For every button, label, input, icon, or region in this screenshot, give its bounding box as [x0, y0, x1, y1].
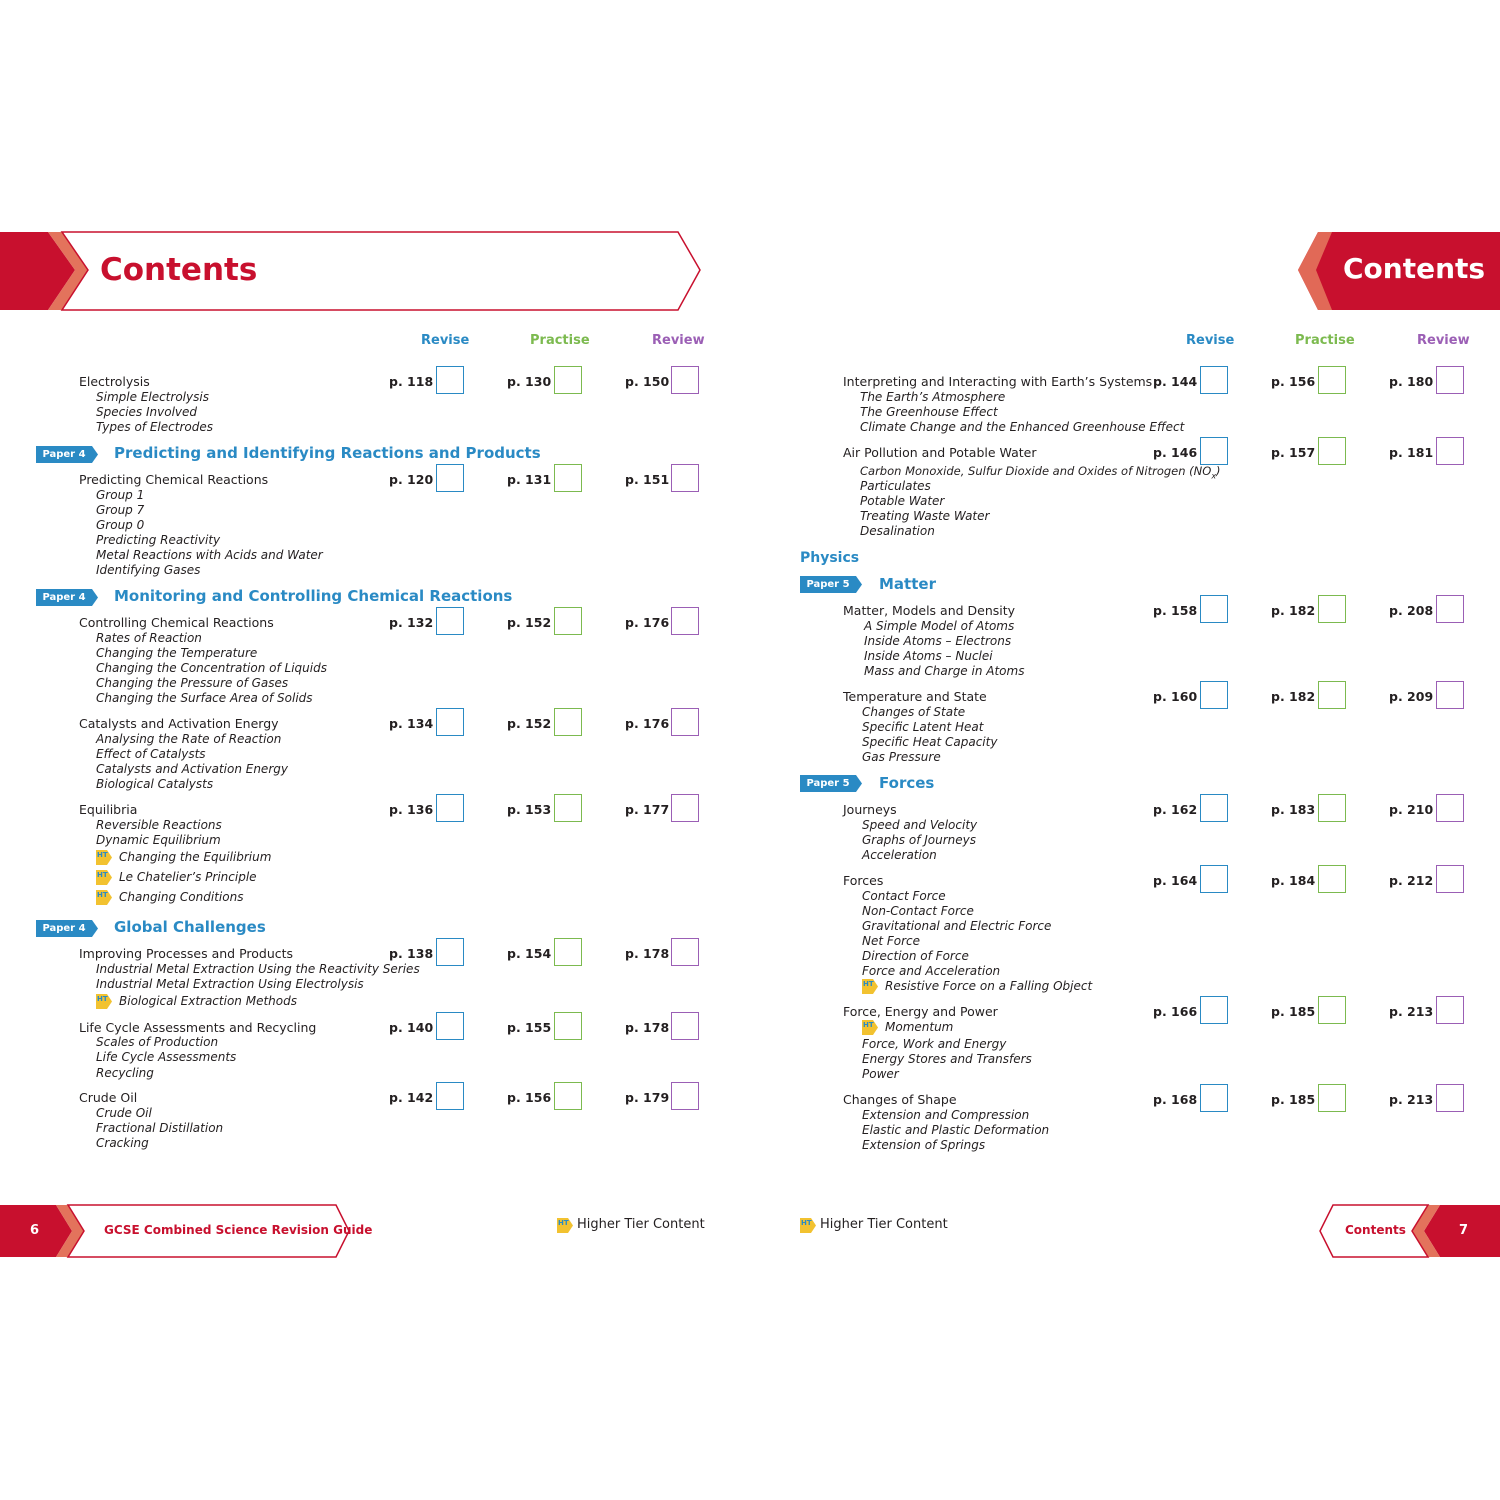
paper-tag-label: Paper 4	[42, 923, 86, 934]
higher-tier-icon: HT	[96, 890, 112, 905]
practise-page: p. 185	[1271, 1004, 1316, 1019]
subtopic: Effect of Catalysts	[96, 747, 206, 761]
paper-tag-label: Paper 5	[806, 778, 850, 789]
subtopic: Catalysts and Activation Energy	[96, 762, 288, 776]
paper-tag	[36, 446, 98, 463]
practise-page: p. 157	[1271, 445, 1316, 460]
subtopic: Changing the Temperature	[96, 646, 258, 660]
review-checkbox[interactable]	[1436, 681, 1464, 709]
practise-checkbox[interactable]	[1318, 595, 1346, 623]
topic-title: Temperature and State	[843, 689, 987, 704]
subtopic: Industrial Metal Extraction Using Electrolysis	[96, 977, 364, 991]
revise-checkbox[interactable]	[1200, 595, 1228, 623]
practise-checkbox[interactable]	[554, 708, 582, 736]
subtopic: Treating Waste Water	[860, 509, 990, 523]
practise-checkbox[interactable]	[1318, 437, 1346, 465]
subtopic: Group 1	[96, 488, 145, 502]
subtopic: Extension of Springs	[862, 1138, 986, 1152]
higher-tier-icon: HT	[96, 994, 112, 1009]
review-checkbox[interactable]	[671, 607, 699, 635]
practise-page: p. 184	[1271, 873, 1316, 888]
subtopic: Group 0	[96, 518, 145, 532]
page-title-right: Contents	[1343, 252, 1486, 285]
practise-checkbox[interactable]	[554, 1012, 582, 1040]
revise-checkbox[interactable]	[1200, 794, 1228, 822]
subtopic: Energy Stores and Transfers	[862, 1052, 1032, 1066]
subtopic: Contact Force	[862, 889, 946, 903]
review-page: p. 213	[1389, 1004, 1434, 1019]
revise-checkbox[interactable]	[1200, 865, 1228, 893]
subtopic: Inside Atoms – Nuclei	[864, 649, 993, 663]
subtopic: Industrial Metal Extraction Using the Reactivity Series	[96, 962, 420, 976]
practise-header-right: Practise	[1295, 333, 1355, 348]
subtopic: Crude Oil	[96, 1106, 152, 1120]
footer-section-label: Contents	[1345, 1223, 1406, 1237]
review-checkbox[interactable]	[1436, 437, 1464, 465]
subtopic: Carbon Monoxide, Sulfur Dioxide and Oxides of Nitrogen $(NO_x)$	[860, 464, 1221, 481]
subtopic: Extension and Compression	[862, 1108, 1030, 1122]
review-page: p. 177	[625, 802, 670, 817]
subtopic: Direction of Force	[862, 949, 969, 963]
revise-checkbox[interactable]	[1200, 996, 1228, 1024]
subtopic: Gas Pressure	[862, 750, 941, 764]
practise-page: p. 154	[507, 946, 552, 961]
subtopic: Force, Work and Energy	[862, 1037, 1007, 1051]
paper-tag-label: Paper 5	[806, 579, 850, 590]
review-checkbox[interactable]	[1436, 996, 1464, 1024]
practise-page: p. 185	[1271, 1092, 1316, 1107]
revise-checkbox[interactable]	[436, 607, 464, 635]
revise-checkbox[interactable]	[436, 708, 464, 736]
practise-checkbox[interactable]	[554, 938, 582, 966]
revise-page: p. 162	[1153, 802, 1198, 817]
subtopic: Group 7	[96, 503, 145, 517]
ht-legend-right: Higher Tier Content	[820, 1217, 948, 1232]
revise-page: p. 132	[389, 615, 434, 630]
subtopic: Changes of State	[862, 705, 966, 719]
subtopic: Changing the Equilibrium	[119, 850, 272, 864]
higher-tier-icon: HT	[800, 1218, 816, 1233]
revise-page: p. 120	[389, 472, 434, 487]
revise-checkbox[interactable]	[436, 794, 464, 822]
subtopic: Resistive Force on a Falling Object	[885, 979, 1093, 993]
revise-page: p. 164	[1153, 873, 1198, 888]
subtopic: Le Chatelier’s Principle	[119, 870, 257, 884]
review-header-right: Review	[1417, 333, 1470, 348]
review-checkbox[interactable]	[1436, 366, 1464, 394]
subtopic: Rates of Reaction	[96, 631, 202, 645]
review-page: p. 178	[625, 1020, 670, 1035]
subtopic: The Greenhouse Effect	[860, 405, 998, 419]
revise-page: p. 168	[1153, 1092, 1198, 1107]
subtopic: Gravitational and Electric Force	[862, 919, 1052, 933]
paper-tag	[800, 775, 862, 792]
subtopic: Speed and Velocity	[862, 818, 978, 832]
topic-title: Equilibria	[79, 802, 138, 817]
revise-checkbox[interactable]	[436, 366, 464, 394]
review-checkbox[interactable]	[671, 1082, 699, 1110]
topic-title: Force, Energy and Power	[843, 1004, 998, 1019]
subtopic: Scales of Production	[96, 1035, 219, 1049]
paper-tag	[36, 589, 98, 606]
topic-title: Journeys	[843, 802, 897, 817]
higher-tier-icon: HT	[862, 1020, 878, 1035]
subtopic: Metal Reactions with Acids and Water	[96, 548, 323, 562]
topic-title: Matter, Models and Density	[843, 603, 1016, 618]
subtopic: Power	[862, 1067, 899, 1081]
revise-checkbox[interactable]	[1200, 1084, 1228, 1112]
review-header-left: Review	[652, 333, 705, 348]
subtopic: Changing the Surface Area of Solids	[96, 691, 313, 705]
page-title-left: Contents	[100, 252, 258, 288]
revise-page: p. 146	[1153, 445, 1198, 460]
revise-page: p. 138	[389, 946, 434, 961]
subtopic: Momentum	[885, 1020, 954, 1034]
paper-tag	[36, 920, 98, 937]
subtopic: Graphs of Journeys	[862, 833, 977, 847]
subtopic: Reversible Reactions	[96, 818, 222, 832]
subtopic: Changing Conditions	[119, 890, 244, 904]
practise-checkbox[interactable]	[1318, 1084, 1346, 1112]
subtopic: Cracking	[96, 1136, 149, 1150]
topic-title: Electrolysis	[79, 374, 150, 389]
section-title: Matter	[879, 575, 936, 593]
topic-title: Life Cycle Assessments and Recycling	[79, 1020, 317, 1035]
subtopic: Changing the Concentration of Liquids	[96, 661, 327, 675]
revise-page: p. 166	[1153, 1004, 1198, 1019]
subtopic: Acceleration	[862, 848, 937, 862]
revise-header-right: Revise	[1186, 333, 1235, 348]
subtopic: A Simple Model of Atoms	[864, 619, 1015, 633]
review-checkbox[interactable]	[671, 708, 699, 736]
review-checkbox[interactable]	[671, 794, 699, 822]
practise-page: p. 152	[507, 716, 552, 731]
review-page: p. 179	[625, 1090, 670, 1105]
practise-checkbox[interactable]	[554, 607, 582, 635]
subtopic: Inside Atoms – Electrons	[864, 634, 1012, 648]
subtopic: The Earth’s Atmosphere	[860, 390, 1006, 404]
revise-page: p. 134	[389, 716, 434, 731]
subtopic: Recycling	[96, 1066, 154, 1080]
review-page: p. 180	[1389, 374, 1434, 389]
subtopic: Biological Extraction Methods	[119, 994, 297, 1008]
practise-page: p. 156	[507, 1090, 552, 1105]
review-checkbox[interactable]	[1436, 595, 1464, 623]
page-number-right: 7	[1459, 1223, 1469, 1238]
higher-tier-icon: HT	[557, 1218, 573, 1233]
topic-title: Improving Processes and Products	[79, 946, 294, 961]
practise-checkbox[interactable]	[1318, 865, 1346, 893]
revise-page: p. 140	[389, 1020, 434, 1035]
higher-tier-icon: HT	[96, 870, 112, 885]
practise-page: p. 153	[507, 802, 552, 817]
subtopic: Net Force	[862, 934, 921, 948]
practise-checkbox[interactable]	[554, 1082, 582, 1110]
practise-page: p. 183	[1271, 802, 1316, 817]
subtopic: Specific Latent Heat	[862, 720, 984, 734]
topic-title: Air Pollution and Potable Water	[843, 445, 1037, 460]
revise-checkbox[interactable]	[1200, 366, 1228, 394]
subtopic: Life Cycle Assessments	[96, 1050, 237, 1064]
review-checkbox[interactable]	[671, 938, 699, 966]
revise-page: p. 136	[389, 802, 434, 817]
review-page: p. 212	[1389, 873, 1434, 888]
topic-title: Interpreting and Interacting with Earth’s Systems	[843, 374, 1153, 389]
review-checkbox[interactable]	[671, 464, 699, 492]
practise-checkbox[interactable]	[1318, 794, 1346, 822]
topic-title: Changes of Shape	[843, 1092, 957, 1107]
page-number-left: 6	[30, 1223, 40, 1238]
subtopic: Fractional Distillation	[96, 1121, 224, 1135]
subtopic: Climate Change and the Enhanced Greenhouse Effect	[860, 420, 1185, 434]
review-page: p. 210	[1389, 802, 1434, 817]
topic-title: Forces	[843, 873, 884, 888]
section-title: Monitoring and Controlling Chemical Reactions	[114, 587, 513, 605]
review-page: p. 150	[625, 374, 670, 389]
review-page: p. 181	[1389, 445, 1434, 460]
revise-checkbox[interactable]	[436, 938, 464, 966]
subtopic: Particulates	[860, 479, 931, 493]
ht-legend-left: Higher Tier Content	[577, 1217, 705, 1232]
subtopic: Specific Heat Capacity	[862, 735, 998, 749]
subtopic: Elastic and Plastic Deformation	[862, 1123, 1050, 1137]
subject-heading-physics: Physics	[800, 550, 860, 566]
section-title: Predicting and Identifying Reactions and Products	[114, 444, 541, 462]
revise-page: p. 158	[1153, 603, 1198, 618]
topic-title: Controlling Chemical Reactions	[79, 615, 274, 630]
book-title: GCSE Combined Science Revision Guide	[104, 1223, 373, 1237]
revise-page: p. 118	[389, 374, 434, 389]
review-page: p. 208	[1389, 603, 1434, 618]
review-page: p. 213	[1389, 1092, 1434, 1107]
review-checkbox[interactable]	[1436, 1084, 1464, 1112]
subtopic: Mass and Charge in Atoms	[864, 664, 1025, 678]
practise-checkbox[interactable]	[1318, 366, 1346, 394]
paper-tag-label: Paper 4	[42, 592, 86, 603]
review-checkbox[interactable]	[671, 1012, 699, 1040]
practise-checkbox[interactable]	[554, 464, 582, 492]
revise-checkbox[interactable]	[436, 1012, 464, 1040]
review-page: p. 178	[625, 946, 670, 961]
practise-page: p. 131	[507, 472, 552, 487]
revise-header-left: Revise	[421, 333, 470, 348]
practise-page: p. 155	[507, 1020, 552, 1035]
revise-page: p. 142	[389, 1090, 434, 1105]
practise-page: p. 182	[1271, 689, 1316, 704]
subtopic: Analysing the Rate of Reaction	[96, 732, 282, 746]
practise-page: p. 182	[1271, 603, 1316, 618]
practise-page: p. 156	[1271, 374, 1316, 389]
subtopic: Identifying Gases	[96, 563, 201, 577]
subtopic: Force and Acceleration	[862, 964, 1001, 978]
revise-checkbox[interactable]	[436, 464, 464, 492]
subtopic: Species Involved	[96, 405, 198, 419]
revise-checkbox[interactable]	[1200, 437, 1228, 465]
review-page: p. 176	[625, 716, 670, 731]
higher-tier-icon: HT	[96, 850, 112, 865]
section-title: Global Challenges	[114, 918, 266, 936]
subtopic: Potable Water	[860, 494, 945, 508]
topic-title: Crude Oil	[79, 1090, 138, 1105]
higher-tier-icon: HT	[862, 979, 878, 994]
practise-checkbox[interactable]	[1318, 681, 1346, 709]
subtopic: Biological Catalysts	[96, 777, 214, 791]
paper-tag	[800, 576, 862, 593]
subtopic: Types of Electrodes	[96, 420, 213, 434]
practise-page: p. 152	[507, 615, 552, 630]
paper-tag-label: Paper 4	[42, 449, 86, 460]
practise-checkbox[interactable]	[554, 366, 582, 394]
practise-page: p. 130	[507, 374, 552, 389]
practise-checkbox[interactable]	[1318, 996, 1346, 1024]
practise-header-left: Practise	[530, 333, 590, 348]
review-page: p. 209	[1389, 689, 1434, 704]
subtopic: Non-Contact Force	[862, 904, 974, 918]
subtopic: Predicting Reactivity	[96, 533, 221, 547]
practise-checkbox[interactable]	[554, 794, 582, 822]
topic-title: Catalysts and Activation Energy	[79, 716, 279, 731]
review-checkbox[interactable]	[1436, 865, 1464, 893]
review-checkbox[interactable]	[671, 366, 699, 394]
revise-page: p. 144	[1153, 374, 1198, 389]
review-page: p. 151	[625, 472, 670, 487]
revise-checkbox[interactable]	[436, 1082, 464, 1110]
revise-checkbox[interactable]	[1200, 681, 1228, 709]
section-title: Forces	[879, 774, 935, 792]
review-checkbox[interactable]	[1436, 794, 1464, 822]
subtopic: Simple Electrolysis	[96, 390, 209, 404]
subtopic: Changing the Pressure of Gases	[96, 676, 289, 690]
subtopic: Desalination	[860, 524, 935, 538]
topic-title: Predicting Chemical Reactions	[79, 472, 269, 487]
revise-page: p. 160	[1153, 689, 1198, 704]
subtopic: Dynamic Equilibrium	[96, 833, 221, 847]
review-page: p. 176	[625, 615, 670, 630]
